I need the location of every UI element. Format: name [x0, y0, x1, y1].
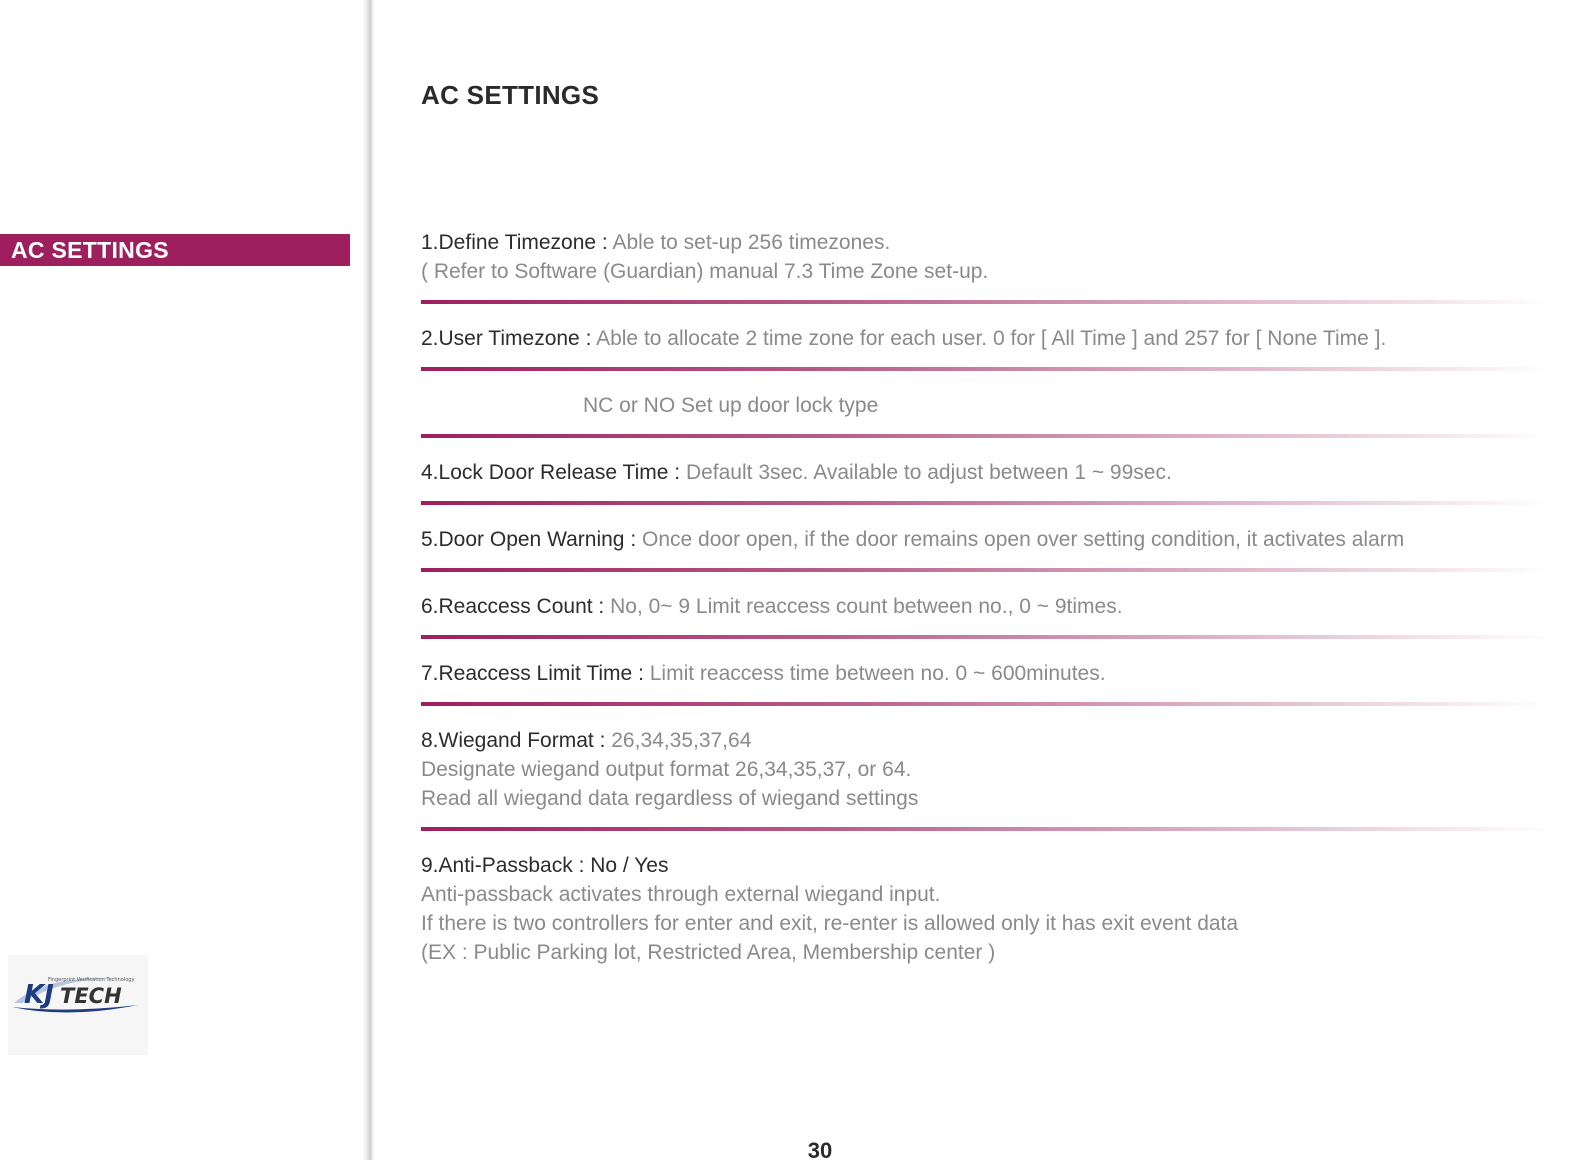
item-text: Default 3sec. Available to adjust between 1 ~ 99sec.	[685, 461, 1172, 484]
settings-list	[421, 228, 1581, 967]
item-text: Once door open, if the door remains open over setting condition, it activates alarm	[642, 528, 1405, 551]
item-text: NC or NO Set up door lock type	[583, 394, 879, 417]
item-label: 1.Define Timezone :	[421, 231, 613, 254]
item-label: 5.Door Open Warning :	[421, 528, 642, 551]
svg-text:TECH: TECH	[60, 984, 122, 1008]
item-label: 2.User Timezone :	[421, 327, 597, 350]
sidebar-tab-ac-settings[interactable]: AC SETTINGS	[0, 234, 350, 266]
item-detail: ( Refer to Software (Guardian) manual 7.3 Time Zone set-up.	[421, 260, 989, 283]
item-text: Limit reaccess time between no. 0 ~ 600minutes.	[649, 662, 1106, 685]
list-item	[421, 592, 1581, 621]
item-detail: Anti-passback activates through external wiegand input.	[421, 883, 941, 906]
svg-text:Fingerprint Verification Techn: Fingerprint Verification Technology	[48, 977, 135, 983]
svg-text:KJ: KJ	[24, 980, 54, 1010]
divider	[421, 300, 1551, 304]
item-label: 6.Reaccess Count :	[421, 595, 611, 618]
divider	[421, 568, 1551, 572]
list-item	[421, 726, 1581, 813]
divider	[421, 434, 1551, 438]
item-detail: (EX : Public Parking lot, Restricted Area, Membership center )	[421, 941, 996, 964]
sidebar-divider	[362, 0, 374, 1160]
item-detail: Read all wiegand data regardless of wiegand settings	[421, 787, 919, 810]
list-item	[421, 851, 1581, 967]
list-item	[421, 525, 1581, 554]
item-label: 4.Lock Door Release Time :	[421, 461, 686, 484]
item-text: Able to allocate 2 time zone for each user. 0 for [ All Time ] and 257 for [ None Time ].	[596, 327, 1387, 350]
list-item	[421, 228, 1581, 286]
item-label: 9.Anti-Passback : No / Yes	[421, 854, 669, 877]
list-item	[421, 391, 1581, 420]
item-text: Able to set-up 256 timezones.	[612, 231, 891, 254]
divider	[421, 635, 1551, 639]
list-item	[421, 458, 1581, 487]
item-text: 26,34,35,37,64	[611, 729, 752, 752]
divider	[421, 501, 1551, 505]
item-detail: If there is two controllers for enter and exit, re-enter is allowed only it has exit event data	[421, 912, 1239, 935]
item-label: 8.Wiegand Format :	[421, 729, 612, 752]
list-item	[421, 324, 1581, 353]
kjtech-logo	[8, 955, 148, 1055]
divider	[421, 702, 1551, 706]
page-title: AC SETTINGS	[421, 80, 600, 110]
item-label: 7.Reaccess Limit Time :	[421, 662, 650, 685]
divider	[421, 827, 1551, 831]
item-detail: Designate wiegand output format 26,34,35,37, or 64.	[421, 758, 912, 781]
page-number: 30	[807, 1138, 833, 1163]
item-text: No, 0~ 9 Limit reaccess count between no., 0 ~ 9times.	[610, 595, 1123, 618]
list-item	[421, 659, 1581, 688]
divider	[421, 367, 1551, 371]
